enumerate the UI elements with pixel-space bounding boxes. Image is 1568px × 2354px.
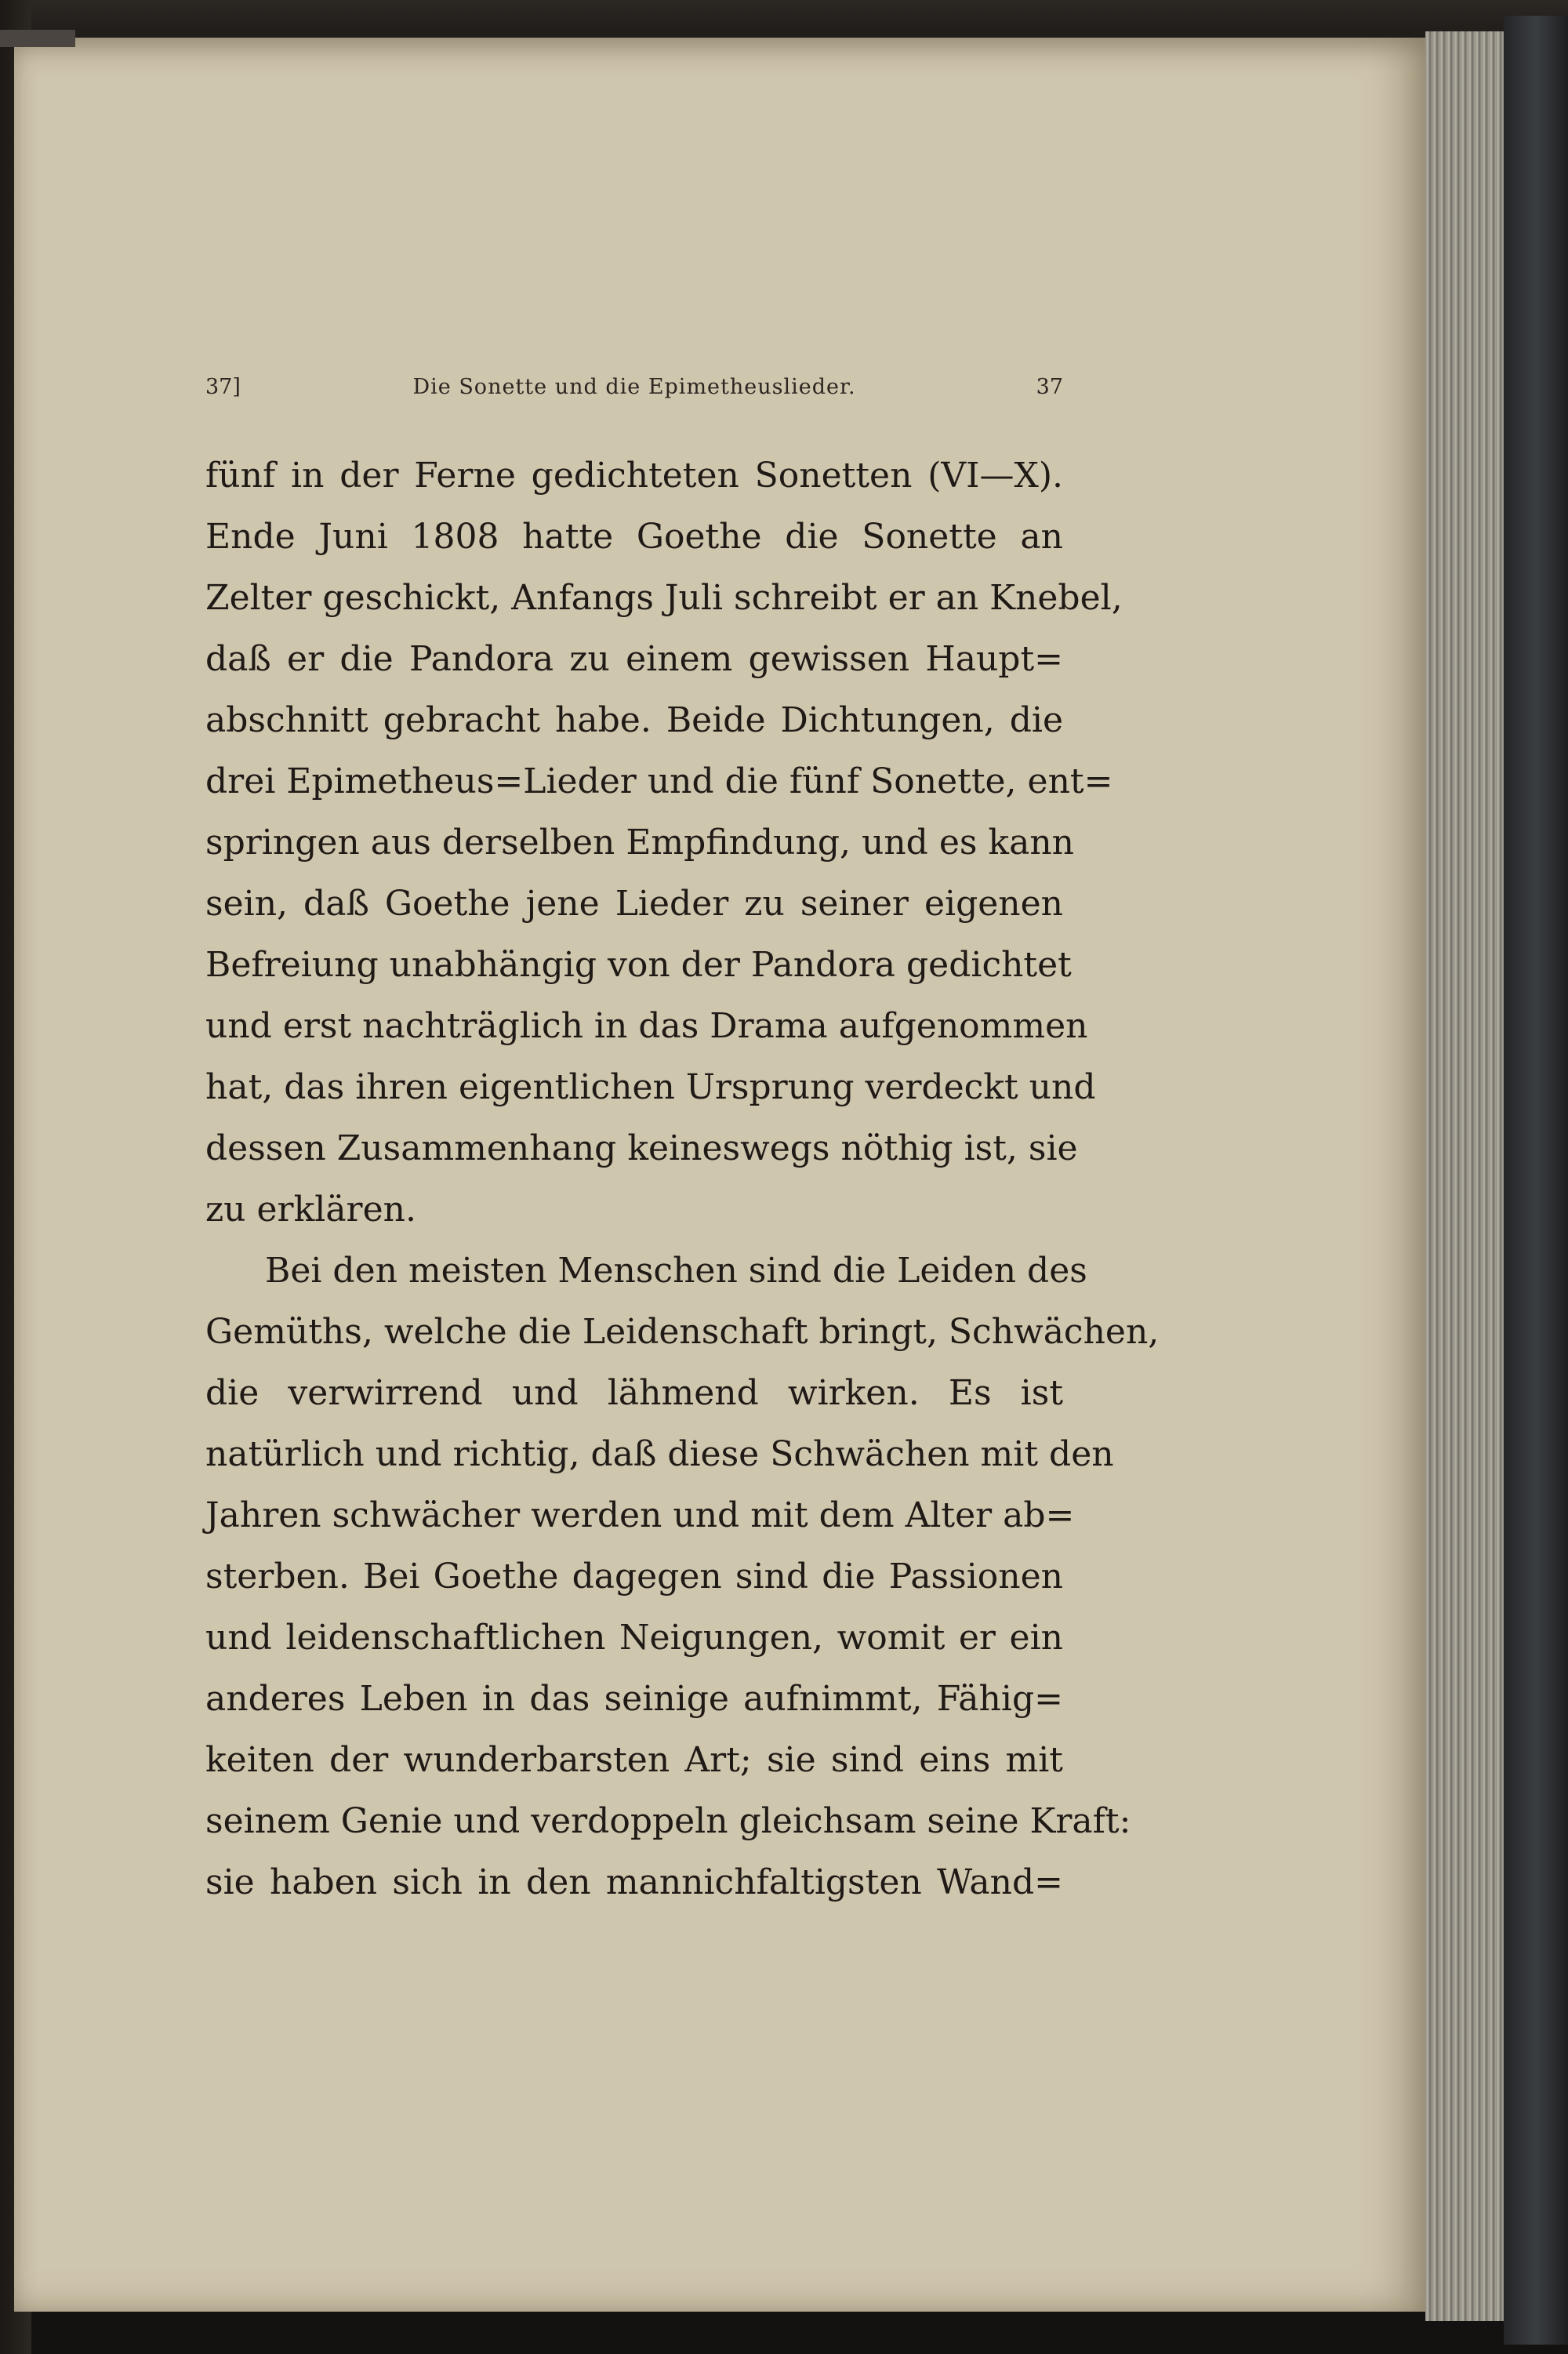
section-marker: 37]	[205, 375, 241, 399]
text-line: dessen Zusammenhang keineswegs nöthig ist, sie	[205, 1128, 1078, 1168]
text-line: zu erklären.	[205, 1190, 416, 1230]
text-line: anderes Leben in das seinige aufnimmt, Fähig=	[205, 1679, 1063, 1719]
text-line: daß er die Pandora zu einem gewissen Haupt=	[205, 639, 1063, 679]
text-line: Jahren schwächer werden und mit dem Alter ab=	[205, 1495, 1075, 1535]
text-line: drei Epimetheus=Lieder und die fünf Sonette, ent=	[205, 761, 1113, 801]
body-text	[205, 445, 1160, 1913]
text-line: Bei den meisten Menschen sind die Leiden des	[265, 1251, 1087, 1291]
text-line: sie haben sich in den mannichfaltigsten Wand=	[205, 1862, 1063, 1902]
ribbon-marker	[0, 30, 75, 47]
text-line: und erst nachträglich in das Drama aufgenommen	[205, 1006, 1088, 1046]
text-line: sein, daß Goethe jene Lieder zu seiner eigenen	[205, 884, 1063, 924]
text-line: keiten der wunderbarsten Art; sie sind eins mit	[205, 1740, 1063, 1780]
text-line: Befreiung unabhängig von der Pandora gedichtet	[205, 945, 1072, 985]
book-cover-edge	[1504, 16, 1568, 2345]
text-line: und leidenschaftlichen Neigungen, womit er ein	[205, 1618, 1063, 1658]
text-line: seinem Genie und verdoppeln gleichsam seine Kraft:	[205, 1801, 1131, 1841]
chapter-title: Die Sonette und die Epimetheuslieder.	[412, 375, 856, 399]
text-line: hat, das ihren eigentlichen Ursprung verdeckt und	[205, 1067, 1096, 1107]
text-line: Ende Juni 1808 hatte Goethe die Sonette an	[205, 517, 1063, 557]
text-line: Gemüths, welche die Leidenschaft bringt, Schwächen,	[205, 1312, 1160, 1352]
text-line: natürlich und richtig, daß diese Schwächen mit den	[205, 1434, 1114, 1474]
page-edges	[1425, 31, 1504, 2321]
text-line: fünf in der Ferne gedichteten Sonetten (VI—X).	[205, 456, 1063, 496]
text-line: die verwirrend und lähmend wirken. Es ist	[205, 1373, 1063, 1413]
text-line: Zelter geschickt, Anfangs Juli schreibt er an Knebel,	[205, 578, 1123, 618]
page-number: 37	[1036, 375, 1063, 399]
text-line: abschnitt gebracht habe. Beide Dichtungen, die	[205, 700, 1063, 740]
text-line: sterben. Bei Goethe dagegen sind die Passionen	[205, 1557, 1063, 1597]
text-line: springen aus derselben Empfindung, und es kann	[205, 823, 1074, 863]
running-head	[205, 375, 1063, 409]
